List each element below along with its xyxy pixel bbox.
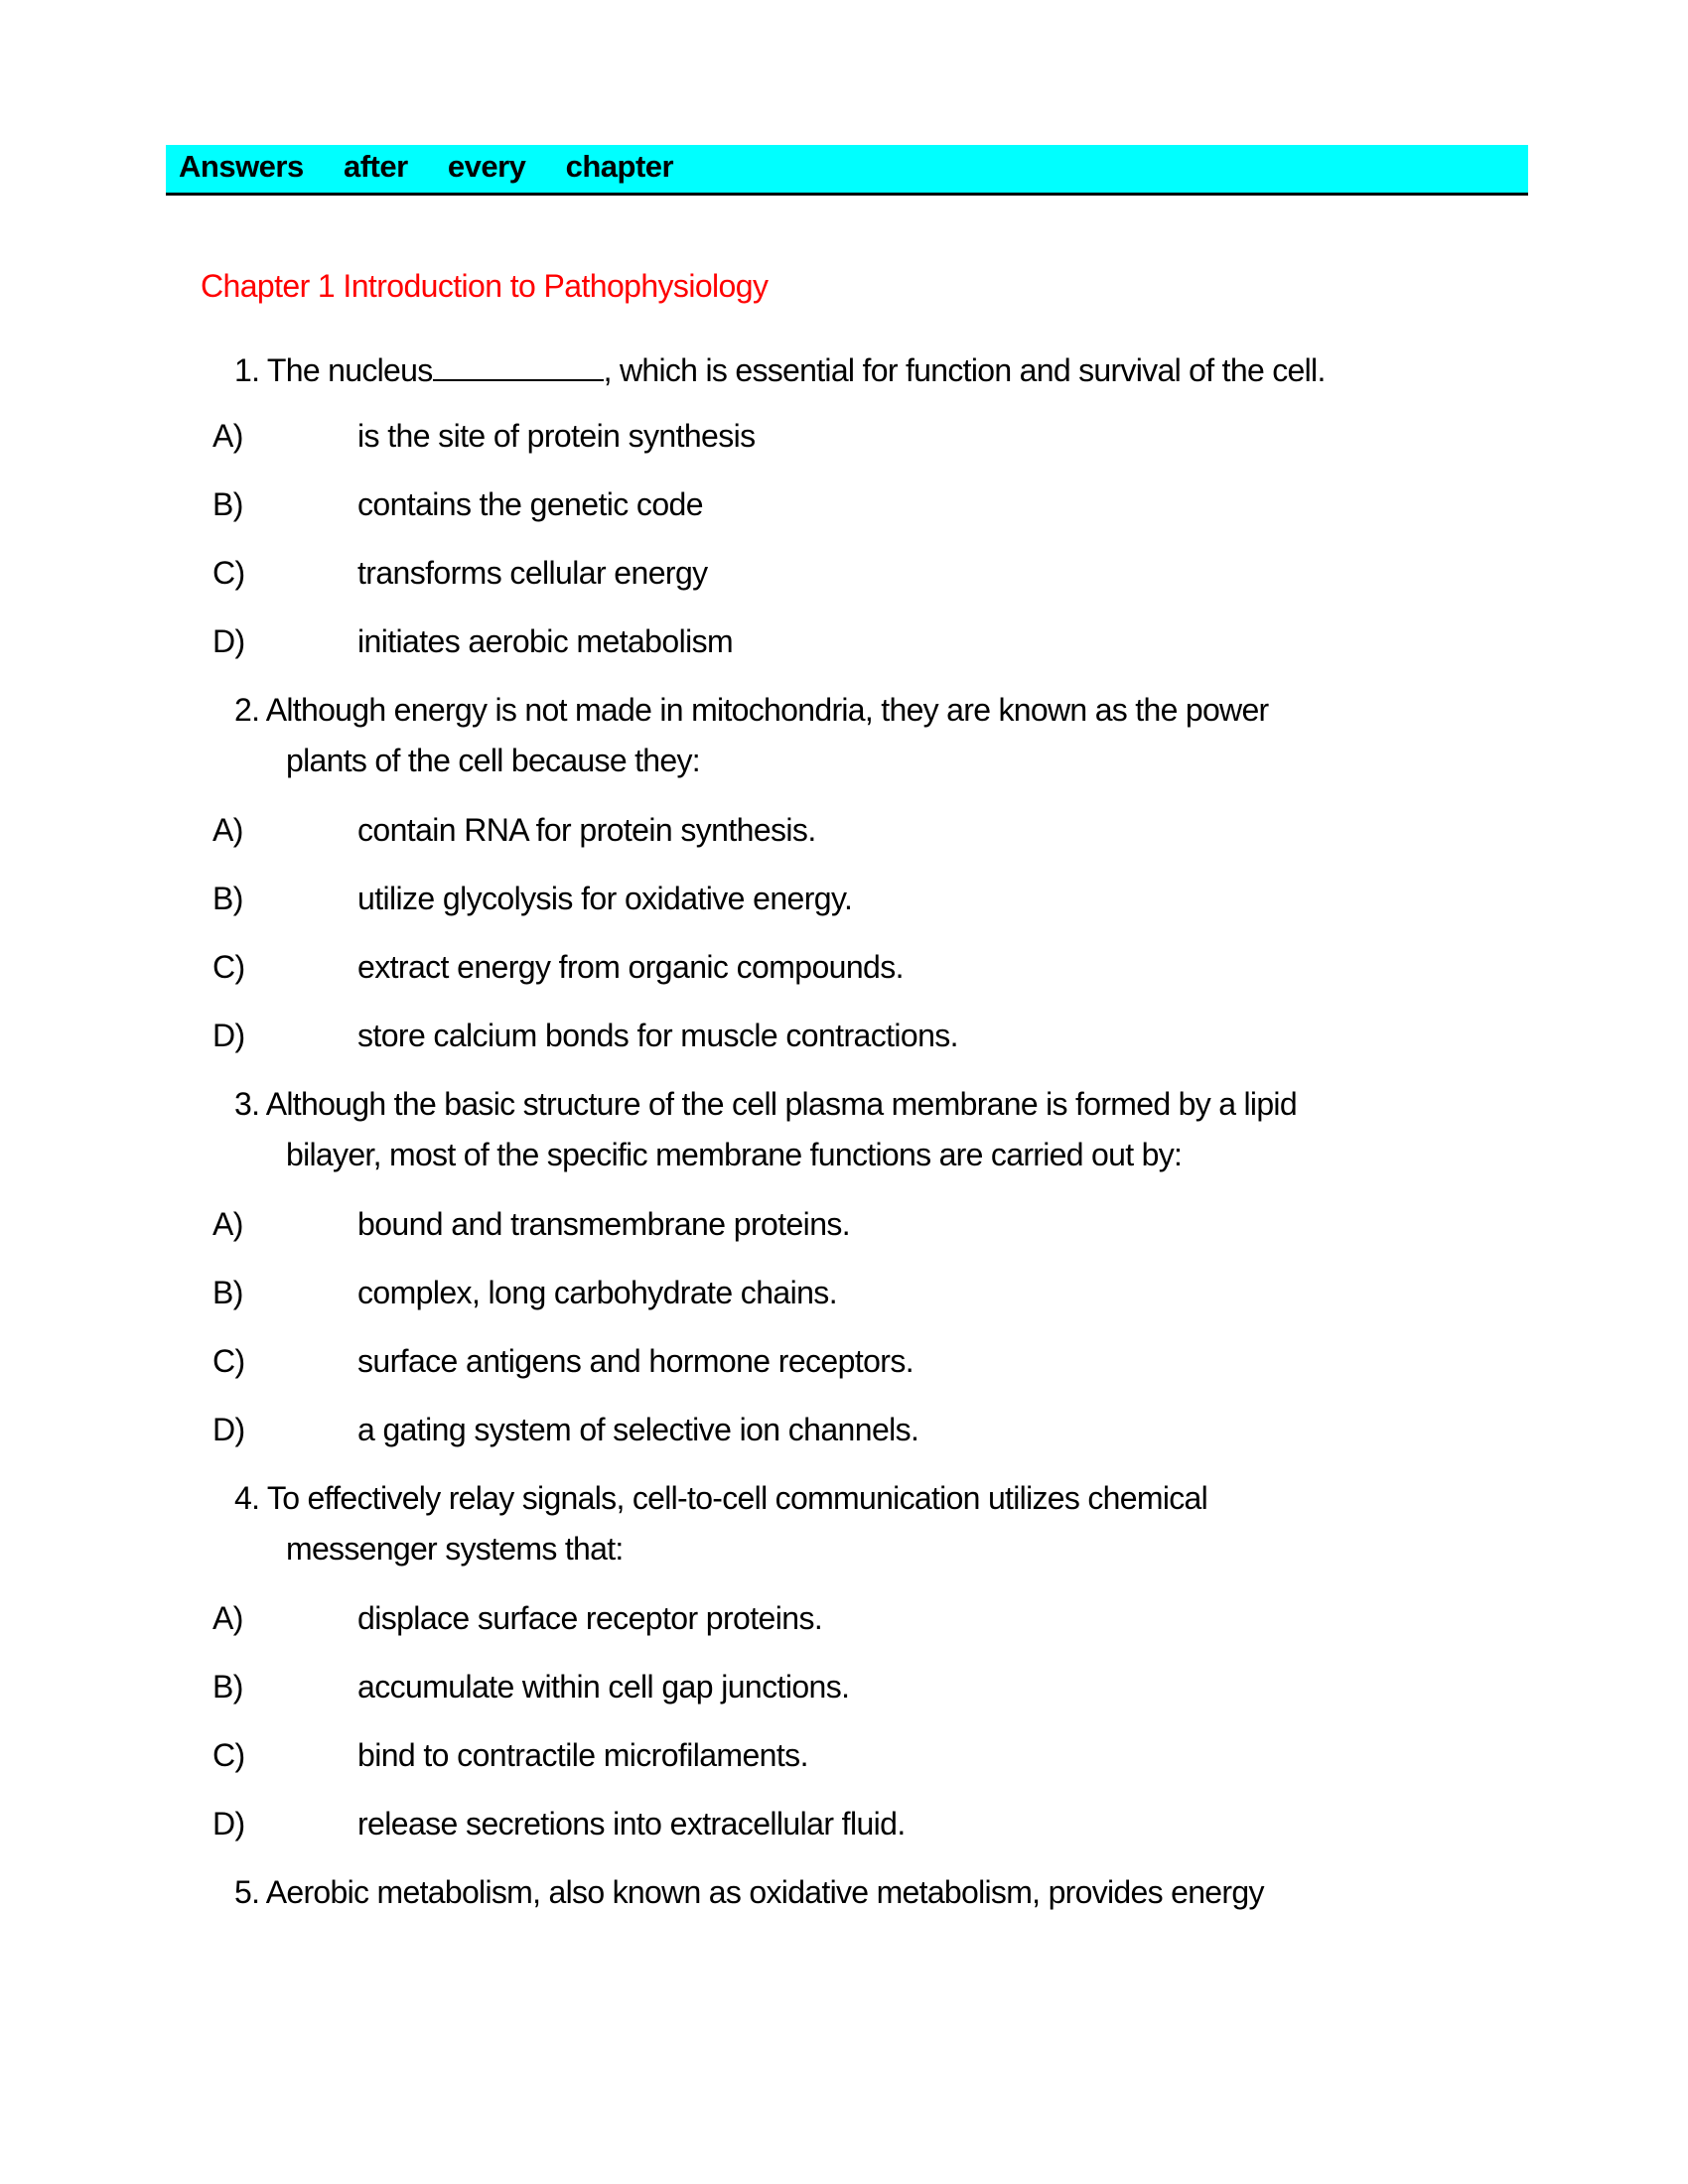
question-text: To effectively relay signals, cell-to-cell communication utilizes chemical <box>266 1480 1208 1516</box>
option-letter: C) <box>212 555 245 591</box>
option-letter: D) <box>212 1412 245 1447</box>
answer-blank <box>433 349 604 381</box>
option-letter: D) <box>212 623 245 659</box>
option-letter: A) <box>212 1600 243 1636</box>
question-3 <box>234 1086 1297 1173</box>
answers-banner <box>166 145 1528 196</box>
option-letter: B) <box>212 881 243 916</box>
option-text: initiates aerobic metabolism <box>357 623 734 659</box>
question-number: 4. <box>234 1480 260 1516</box>
option-text: surface antigens and hormone receptors. <box>357 1343 914 1379</box>
question-2 <box>234 692 1269 779</box>
question-text: Although energy is not made in mitochondria, they are known as the power <box>265 692 1269 728</box>
option-letter: A) <box>212 812 243 848</box>
question-text-continued: plants of the cell because they: <box>286 743 700 778</box>
question-5 <box>234 1874 1264 1911</box>
question-number: 1. <box>234 352 260 388</box>
option-letter: A) <box>212 1206 243 1242</box>
option-text: utilize glycolysis for oxidative energy. <box>357 881 853 916</box>
question-4 <box>234 1480 1207 1568</box>
option-text: is the site of protein synthesis <box>357 418 756 454</box>
option-text: a gating system of selective ion channels. <box>357 1412 919 1447</box>
question-number: 3. <box>234 1086 260 1122</box>
question-text-continued: , which is essential for function and survival of the cell. <box>603 352 1326 388</box>
question-text: Aerobic metabolism, also known as oxidative metabolism, provides energy <box>265 1874 1264 1910</box>
option-letter: A) <box>212 418 243 454</box>
option-letter: D) <box>212 1018 245 1053</box>
option-text: contain RNA for protein synthesis. <box>357 812 816 848</box>
option-text: accumulate within cell gap junctions. <box>357 1669 850 1705</box>
question-text-continued: bilayer, most of the specific membrane functions are carried out by: <box>286 1137 1183 1172</box>
option-text: store calcium bonds for muscle contractions. <box>357 1018 958 1053</box>
option-text: bound and transmembrane proteins. <box>357 1206 851 1242</box>
option-letter: C) <box>212 1343 245 1379</box>
question-text: Although the basic structure of the cell plasma membrane is formed by a lipid <box>265 1086 1297 1122</box>
option-letter: C) <box>212 1737 245 1773</box>
question-number: 5. <box>234 1874 260 1910</box>
option-text: bind to contractile microfilaments. <box>357 1737 808 1773</box>
option-text: release secretions into extracellular fluid. <box>357 1806 906 1842</box>
question-number: 2. <box>234 692 260 728</box>
option-text: extract energy from organic compounds. <box>357 949 904 985</box>
option-text: displace surface receptor proteins. <box>357 1600 823 1636</box>
option-letter: D) <box>212 1806 245 1842</box>
option-letter: B) <box>212 486 243 522</box>
chapter-heading: Chapter 1 Introduction to Pathophysiology <box>201 268 769 304</box>
question-text: The nucleus <box>266 352 433 388</box>
banner-title: Answers after every chapter <box>179 149 674 184</box>
question-text-continued: messenger systems that: <box>286 1531 624 1567</box>
option-letter: B) <box>212 1275 243 1310</box>
option-text: complex, long carbohydrate chains. <box>357 1275 837 1310</box>
option-letter: B) <box>212 1669 243 1705</box>
option-text: transforms cellular energy <box>357 555 708 591</box>
option-letter: C) <box>212 949 245 985</box>
option-text: contains the genetic code <box>357 486 703 522</box>
question-1 <box>234 349 1326 389</box>
